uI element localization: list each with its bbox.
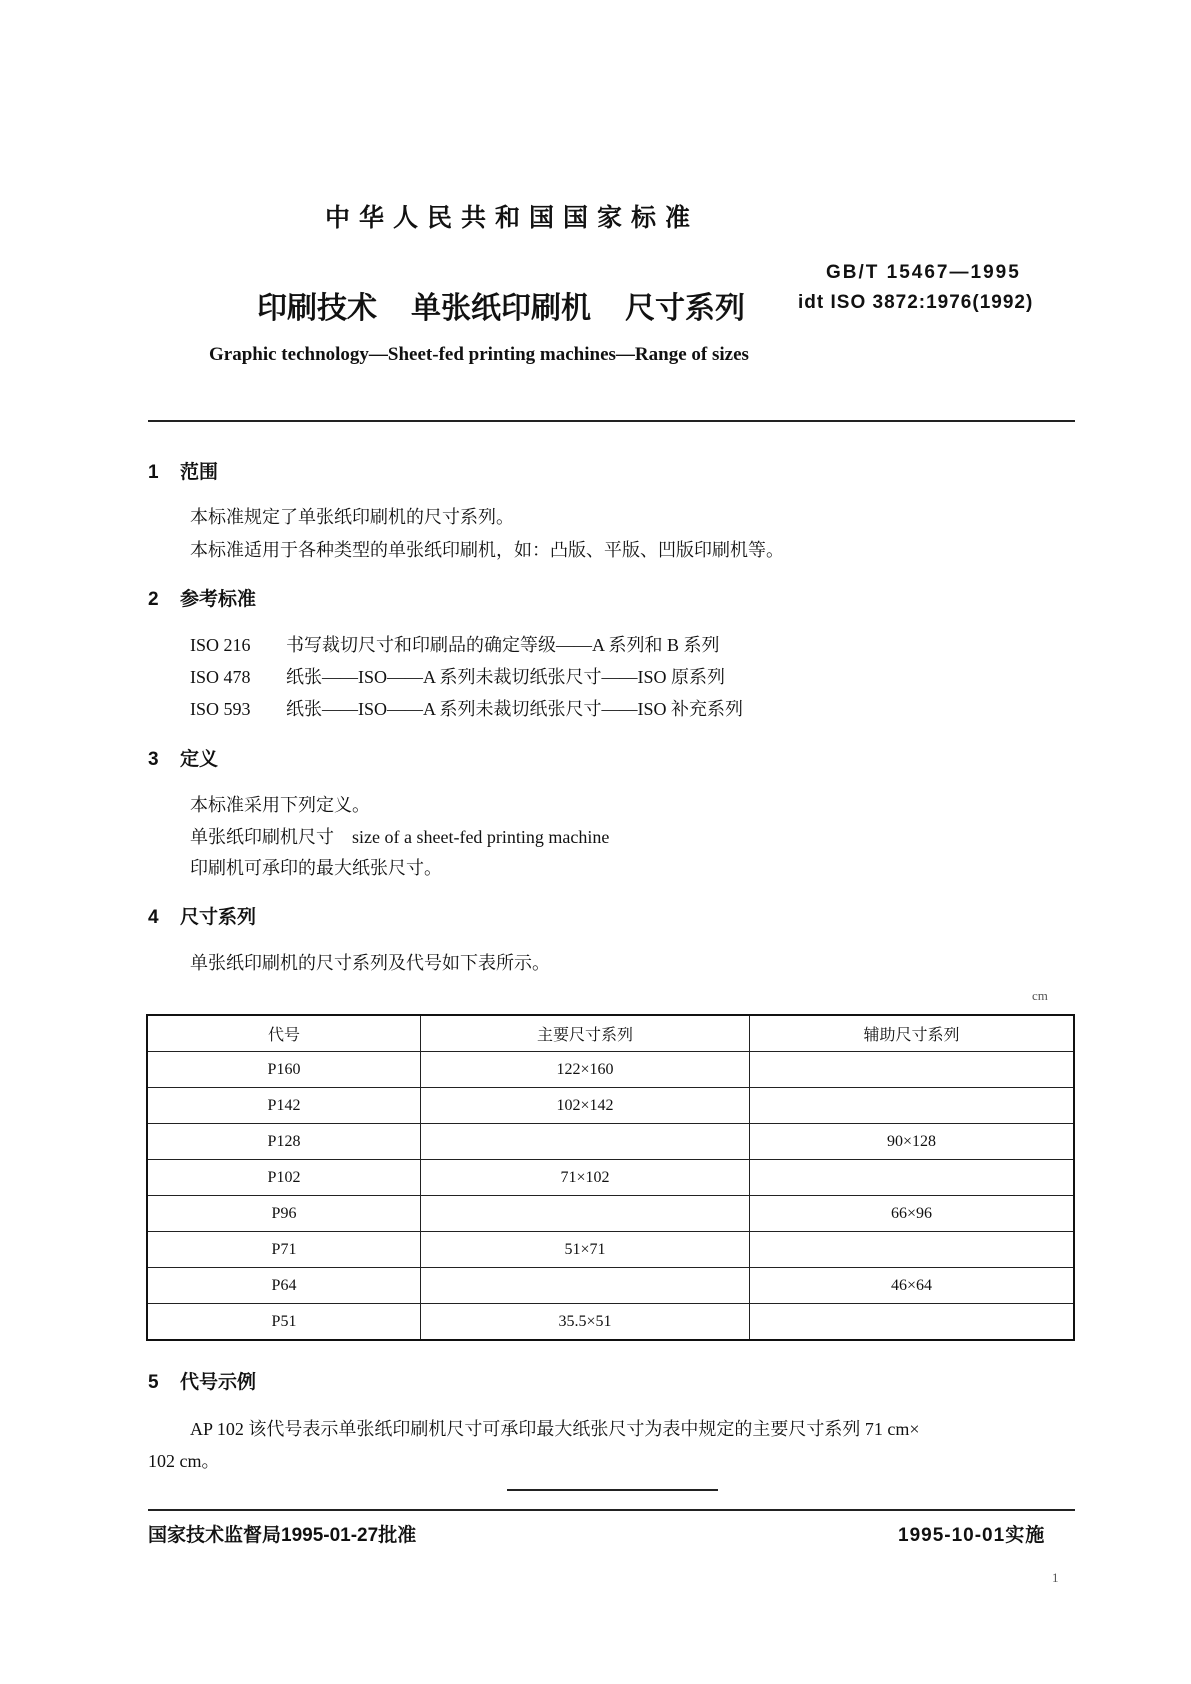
aux-size-cell: 90×128 xyxy=(750,1124,1075,1160)
national-standard-heading: 中华人民共和国国家标准 xyxy=(325,204,700,232)
reference-code: ISO 216 xyxy=(190,635,251,655)
section-title: 尺寸系列 xyxy=(180,907,257,928)
aux-size-cell: 66×96 xyxy=(750,1196,1075,1232)
paragraph: 本标准采用下列定义。 xyxy=(190,795,370,815)
main-size-cell xyxy=(421,1124,750,1160)
section-number: 3 xyxy=(148,749,159,770)
standard-code: GB/T 15467—1995 xyxy=(826,262,1021,283)
iso-equivalence: idt ISO 3872:1976(1992) xyxy=(798,292,1034,313)
section-number: 2 xyxy=(148,589,159,610)
reference-item xyxy=(190,631,720,657)
aux-size-cell xyxy=(750,1304,1075,1341)
table-row xyxy=(147,1088,1074,1124)
code-cell: P142 xyxy=(147,1088,421,1124)
end-line xyxy=(507,1489,718,1491)
title-part: 尺寸系列 xyxy=(625,292,745,325)
main-size-cell xyxy=(421,1268,750,1304)
section-title: 代号示例 xyxy=(180,1372,257,1393)
code-cell: P128 xyxy=(147,1124,421,1160)
aux-size-cell xyxy=(750,1232,1075,1268)
code-cell: P71 xyxy=(147,1232,421,1268)
definition-text: 印刷机可承印的最大纸张尺寸。 xyxy=(190,858,442,878)
code-cell: P51 xyxy=(147,1304,421,1341)
table-header-row xyxy=(147,1015,1074,1052)
table-row xyxy=(147,1304,1074,1341)
paragraph: 102 cm。 xyxy=(148,1451,220,1471)
main-size-cell: 35.5×51 xyxy=(421,1304,750,1341)
document-title xyxy=(257,283,779,327)
main-size-cell: 102×142 xyxy=(421,1088,750,1124)
reference-text: 书写裁切尺寸和印刷品的确定等级——A 系列和 B 系列 xyxy=(286,635,720,655)
reference-text: 纸张——ISO——A 系列未裁切纸张尺寸——ISO 原系列 xyxy=(286,667,726,687)
section-number: 4 xyxy=(148,907,159,928)
paragraph: 单张纸印刷机的尺寸系列及代号如下表所示。 xyxy=(190,953,550,973)
paragraph: 本标准适用于各种类型的单张纸印刷机，如：凸版、平版、凹版印刷机等。 xyxy=(190,540,784,560)
effective-date: 1995-10-01实施 xyxy=(898,1525,1046,1546)
table-row xyxy=(147,1196,1074,1232)
section-heading xyxy=(148,744,218,771)
aux-size-cell xyxy=(750,1160,1075,1196)
section-number: 1 xyxy=(148,462,159,483)
section-title: 定义 xyxy=(180,749,219,770)
code-cell: P102 xyxy=(147,1160,421,1196)
table-row xyxy=(147,1160,1074,1196)
title-part: 印刷技术 xyxy=(257,292,377,325)
reference-text: 纸张——ISO——A 系列未裁切纸张尺寸——ISO 补充系列 xyxy=(286,699,744,719)
section-title: 范围 xyxy=(180,462,219,483)
table-row xyxy=(147,1268,1074,1304)
table-row xyxy=(147,1052,1074,1088)
aux-size-cell xyxy=(750,1052,1075,1088)
column-header: 辅助尺寸系列 xyxy=(750,1015,1075,1052)
aux-size-cell xyxy=(750,1088,1075,1124)
main-size-cell: 71×102 xyxy=(421,1160,750,1196)
aux-size-cell: 46×64 xyxy=(750,1268,1075,1304)
title-part: 单张纸印刷机 xyxy=(411,292,591,325)
table-row xyxy=(147,1124,1074,1160)
divider xyxy=(148,420,1075,422)
code-cell: P96 xyxy=(147,1196,421,1232)
english-title: Graphic technology—Sheet-fed printing machines—Range of sizes xyxy=(209,344,749,365)
footer-divider xyxy=(148,1509,1075,1511)
reference-code: ISO 593 xyxy=(190,699,251,719)
reference-item xyxy=(190,695,743,721)
code-cell: P160 xyxy=(147,1052,421,1088)
column-header: 代号 xyxy=(147,1015,421,1052)
paragraph: AP 102 该代号表示单张纸印刷机尺寸可承印最大纸张尺寸为表中规定的主要尺寸系列 71 cm× xyxy=(190,1419,920,1439)
section-heading xyxy=(148,902,256,929)
main-size-cell: 122×160 xyxy=(421,1052,750,1088)
section-heading xyxy=(148,457,218,484)
main-size-cell xyxy=(421,1196,750,1232)
reference-item xyxy=(190,663,725,689)
code-cell: P64 xyxy=(147,1268,421,1304)
approval-date: 国家技术监督局1995-01-27批准 xyxy=(148,1525,417,1546)
section-heading xyxy=(148,584,256,611)
page-number: 1 xyxy=(1052,1570,1059,1585)
table-unit: cm xyxy=(1032,988,1048,1003)
table-row xyxy=(147,1232,1074,1268)
paragraph: 本标准规定了单张纸印刷机的尺寸系列。 xyxy=(190,507,514,527)
reference-code: ISO 478 xyxy=(190,667,251,687)
size-series-table xyxy=(146,1014,1075,1341)
section-number: 5 xyxy=(148,1372,159,1393)
section-title: 参考标准 xyxy=(180,589,257,610)
main-size-cell: 51×71 xyxy=(421,1232,750,1268)
section-heading xyxy=(148,1367,256,1394)
definition-term: 单张纸印刷机尺寸 size of a sheet-fed printing machine xyxy=(190,827,610,847)
column-header: 主要尺寸系列 xyxy=(421,1015,750,1052)
